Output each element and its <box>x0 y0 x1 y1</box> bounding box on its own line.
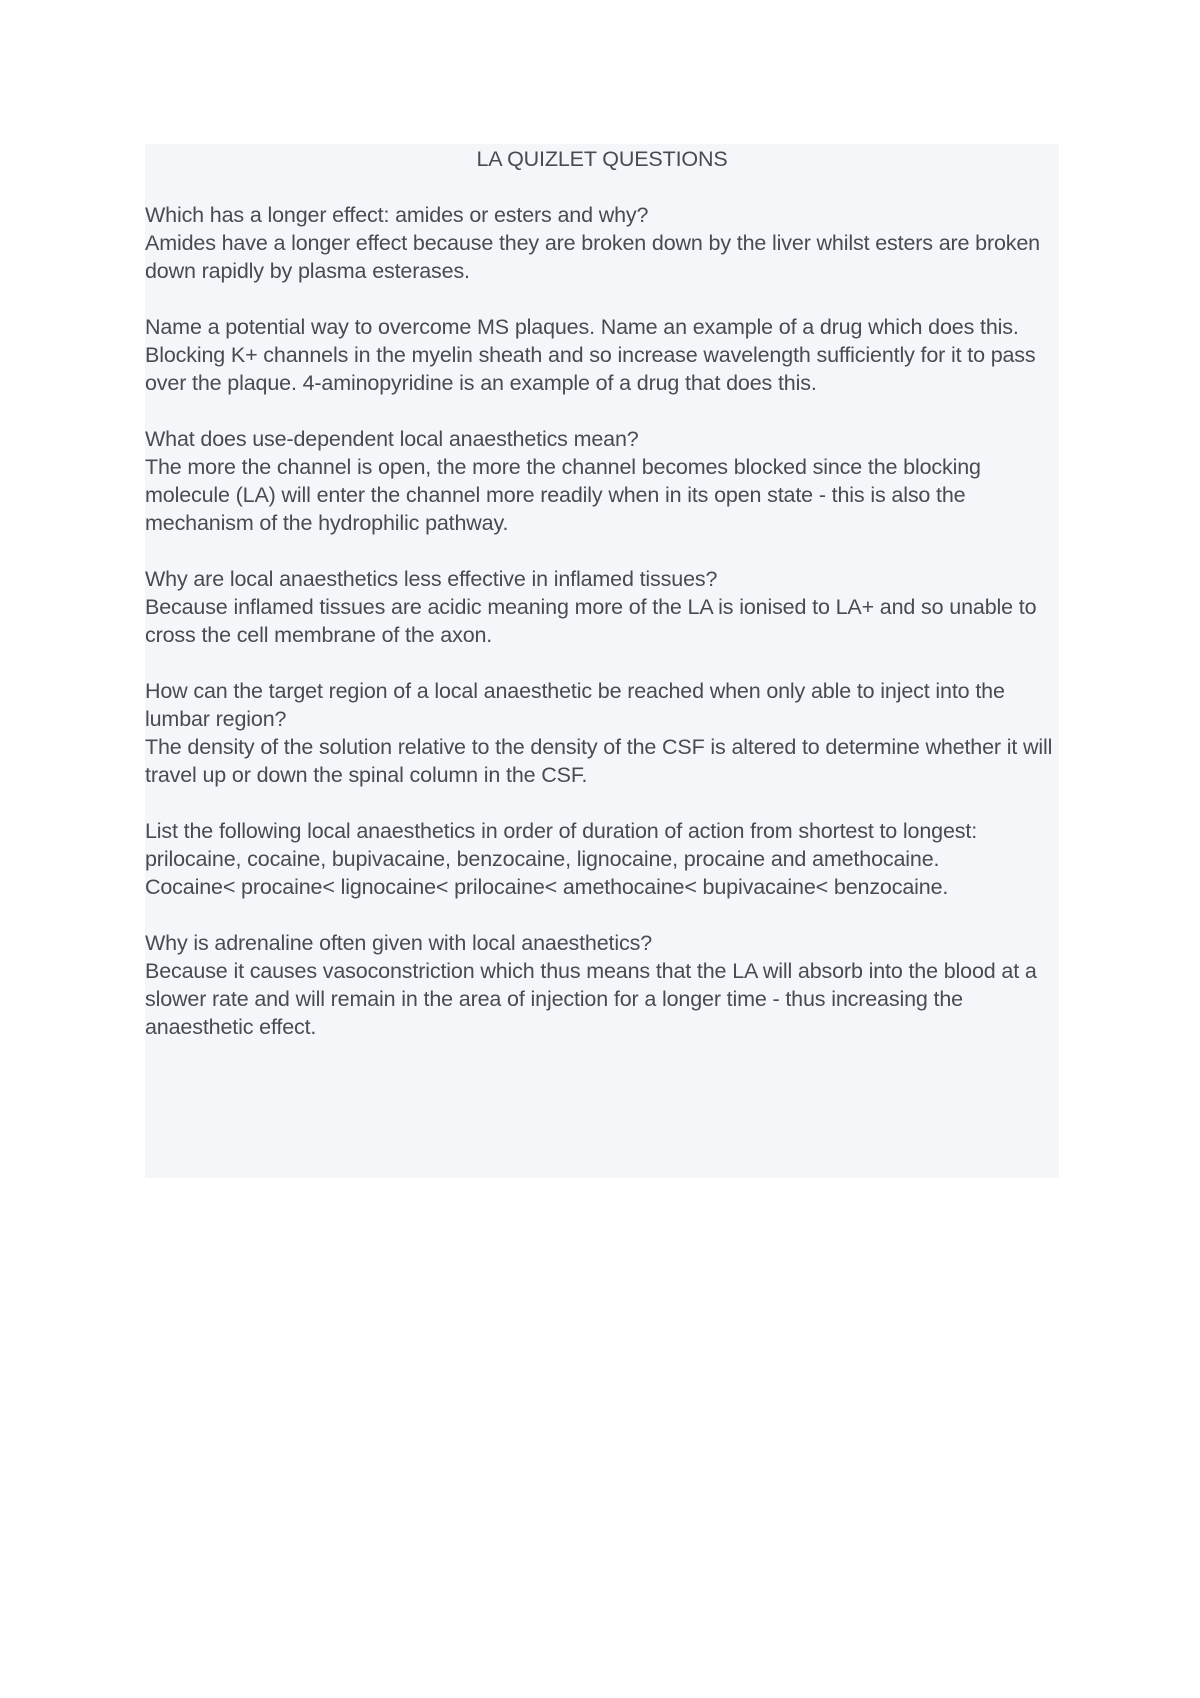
qa-item-3 <box>145 425 1059 537</box>
qa-item-7 <box>145 929 1059 1041</box>
answer-text: The more the channel is open, the more the channel becomes blocked since the blocking molecule (LA) will enter the channel more readily when in its open state - this is also the mechanism of the hydrophilic pathway. <box>145 455 981 535</box>
answer-text: Because it causes vasoconstriction which thus means that the LA will absorb into the blood at a slower rate and will remain in the area of injection for a longer time - thus increasing the anaesthetic effect. <box>145 959 1037 1039</box>
question-text: Why is adrenaline often given with local anaesthetics? <box>145 931 652 955</box>
shaded-text-block <box>145 144 1059 1178</box>
qa-item-6 <box>145 817 1059 901</box>
document-title: LA QUIZLET QUESTIONS <box>476 147 728 171</box>
question-text: Why are local anaesthetics less effective in inflamed tissues? <box>145 567 718 591</box>
question-text: What does use-dependent local anaesthetics mean? <box>145 427 639 451</box>
answer-text: Blocking K+ channels in the myelin sheath and so increase wavelength sufficiently for it to pass over the plaque. 4-aminopyridine is an example of a drug that does this. <box>145 343 1036 395</box>
qa-item-1 <box>145 201 1059 285</box>
answer-text: Cocaine< procaine< lignocaine< prilocaine< amethocaine< bupivacaine< benzocaine. <box>145 875 949 899</box>
question-text: List the following local anaesthetics in order of duration of action from shortest to longest: prilocaine, cocaine, bupivacaine, benzocaine, lignocaine, procaine and amethocaine. <box>145 819 978 871</box>
qa-item-2 <box>145 313 1059 397</box>
answer-text: Because inflamed tissues are acidic meaning more of the LA is ionised to LA+ and so unable to cross the cell membrane of the axon. <box>145 595 1037 647</box>
question-text: Name a potential way to overcome MS plaques. Name an example of a drug which does this. <box>145 315 1019 339</box>
qa-item-4 <box>145 565 1059 649</box>
qa-item-5 <box>145 677 1059 789</box>
question-text: How can the target region of a local anaesthetic be reached when only able to inject into the lumbar region? <box>145 679 1005 731</box>
answer-text: Amides have a longer effect because they are broken down by the liver whilst esters are broken down rapidly by plasma esterases. <box>145 231 1040 283</box>
question-text: Which has a longer effect: amides or esters and why? <box>145 203 649 227</box>
answer-text: The density of the solution relative to the density of the CSF is altered to determine whether it will travel up or down the spinal column in the CSF. <box>145 735 1053 787</box>
